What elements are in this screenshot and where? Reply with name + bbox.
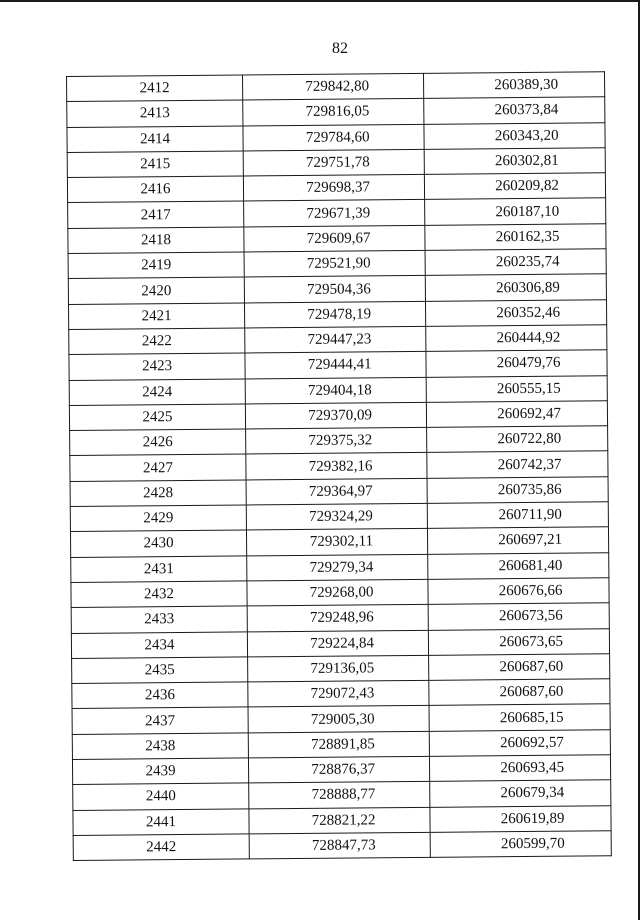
point-number-cell: 2435 [72, 657, 248, 684]
y-coordinate-cell: 260681,40 [428, 552, 609, 579]
point-number-cell: 2430 [70, 530, 246, 557]
x-coordinate-cell: 729364,97 [246, 478, 427, 505]
x-coordinate-cell: 729248,96 [247, 605, 428, 632]
point-number-cell: 2436 [72, 682, 248, 709]
point-number-cell: 2438 [72, 733, 248, 760]
point-number-cell: 2413 [67, 100, 243, 127]
x-coordinate-cell: 729136,05 [248, 655, 429, 682]
y-coordinate-cell: 260679,34 [430, 780, 611, 807]
y-coordinate-cell: 260343,20 [424, 122, 605, 149]
x-coordinate-cell: 729478,19 [244, 301, 425, 328]
y-coordinate-cell: 260685,15 [429, 704, 610, 731]
x-coordinate-cell: 729842,80 [242, 73, 423, 100]
x-coordinate-cell: 728888,77 [249, 782, 430, 809]
point-number-cell: 2442 [73, 834, 249, 861]
y-coordinate-cell: 260555,15 [426, 375, 607, 402]
x-coordinate-cell: 729370,09 [245, 402, 426, 429]
x-coordinate-cell: 729504,36 [244, 276, 425, 303]
page-number: 82 [332, 40, 348, 57]
x-coordinate-cell: 729005,30 [248, 706, 429, 733]
y-coordinate-cell: 260352,46 [425, 299, 606, 326]
y-coordinate-cell: 260692,57 [429, 729, 610, 756]
y-coordinate-cell: 260676,66 [428, 578, 609, 605]
y-coordinate-cell: 260697,21 [427, 527, 608, 554]
point-number-cell: 2414 [67, 126, 243, 153]
x-coordinate-cell: 728847,73 [249, 832, 430, 859]
x-coordinate-cell: 729784,60 [243, 124, 424, 151]
y-coordinate-cell: 260693,45 [429, 755, 610, 782]
y-coordinate-cell: 260444,92 [426, 325, 607, 352]
y-coordinate-cell: 260389,30 [423, 72, 604, 99]
y-coordinate-cell: 260742,37 [427, 451, 608, 478]
x-coordinate-cell: 729224,84 [247, 630, 428, 657]
y-coordinate-cell: 260162,35 [425, 224, 606, 251]
y-coordinate-cell: 260735,86 [427, 477, 608, 504]
x-coordinate-cell: 729521,90 [244, 250, 425, 277]
point-number-cell: 2420 [68, 277, 244, 304]
point-number-cell: 2424 [69, 379, 245, 406]
x-coordinate-cell: 729404,18 [245, 377, 426, 404]
point-number-cell: 2421 [68, 303, 244, 330]
point-number-cell: 2417 [68, 201, 244, 228]
x-coordinate-cell: 728821,22 [249, 807, 430, 834]
x-coordinate-cell: 729302,11 [246, 529, 427, 556]
coordinates-table [66, 71, 612, 861]
table-row [73, 831, 611, 861]
y-coordinate-cell: 260687,60 [429, 654, 610, 681]
y-coordinate-cell: 260673,65 [428, 628, 609, 655]
x-coordinate-cell: 729072,43 [248, 680, 429, 707]
point-number-cell: 2419 [68, 252, 244, 279]
y-coordinate-cell: 260235,74 [425, 249, 606, 276]
point-number-cell: 2416 [67, 176, 243, 203]
y-coordinate-cell: 260302,81 [424, 148, 605, 175]
y-coordinate-cell: 260722,80 [427, 426, 608, 453]
point-number-cell: 2437 [72, 707, 248, 734]
y-coordinate-cell: 260306,89 [425, 274, 606, 301]
point-number-cell: 2428 [70, 480, 246, 507]
x-coordinate-cell: 729444,41 [245, 352, 426, 379]
y-coordinate-cell: 260711,90 [427, 502, 608, 529]
point-number-cell: 2433 [71, 606, 247, 633]
x-coordinate-cell: 729382,16 [246, 453, 427, 480]
y-coordinate-cell: 260209,82 [424, 173, 605, 200]
point-number-cell: 2423 [69, 353, 245, 380]
point-number-cell: 2427 [70, 454, 246, 481]
x-coordinate-cell: 729751,78 [243, 149, 424, 176]
y-coordinate-cell: 260692,47 [426, 401, 607, 428]
y-coordinate-cell: 260619,89 [430, 805, 611, 832]
x-coordinate-cell: 729375,32 [246, 428, 427, 455]
y-coordinate-cell: 260687,60 [429, 679, 610, 706]
point-number-cell: 2418 [68, 227, 244, 254]
point-number-cell: 2431 [71, 556, 247, 583]
point-number-cell: 2440 [73, 783, 249, 810]
y-coordinate-cell: 260187,10 [425, 198, 606, 225]
x-coordinate-cell: 729324,29 [246, 503, 427, 530]
y-coordinate-cell: 260599,70 [430, 831, 611, 858]
page-top-border [0, 0, 640, 2]
x-coordinate-cell: 729268,00 [247, 579, 428, 606]
x-coordinate-cell: 729447,23 [245, 326, 426, 353]
x-coordinate-cell: 729816,05 [243, 99, 424, 126]
y-coordinate-cell: 260673,56 [428, 603, 609, 630]
point-number-cell: 2432 [71, 581, 247, 608]
point-number-cell: 2434 [71, 631, 247, 658]
coordinates-table-body [67, 72, 612, 861]
x-coordinate-cell: 729609,67 [244, 225, 425, 252]
point-number-cell: 2429 [70, 505, 246, 532]
point-number-cell: 2425 [69, 404, 245, 431]
point-number-cell: 2439 [72, 758, 248, 785]
point-number-cell: 2422 [69, 328, 245, 355]
point-number-cell: 2412 [67, 75, 243, 102]
x-coordinate-cell: 729698,37 [243, 175, 424, 202]
x-coordinate-cell: 728876,37 [248, 756, 429, 783]
y-coordinate-cell: 260479,76 [426, 350, 607, 377]
x-coordinate-cell: 729671,39 [244, 200, 425, 227]
point-number-cell: 2426 [70, 429, 246, 456]
y-coordinate-cell: 260373,84 [424, 97, 605, 124]
x-coordinate-cell: 729279,34 [247, 554, 428, 581]
point-number-cell: 2415 [67, 151, 243, 178]
point-number-cell: 2441 [73, 809, 249, 836]
x-coordinate-cell: 728891,85 [248, 731, 429, 758]
